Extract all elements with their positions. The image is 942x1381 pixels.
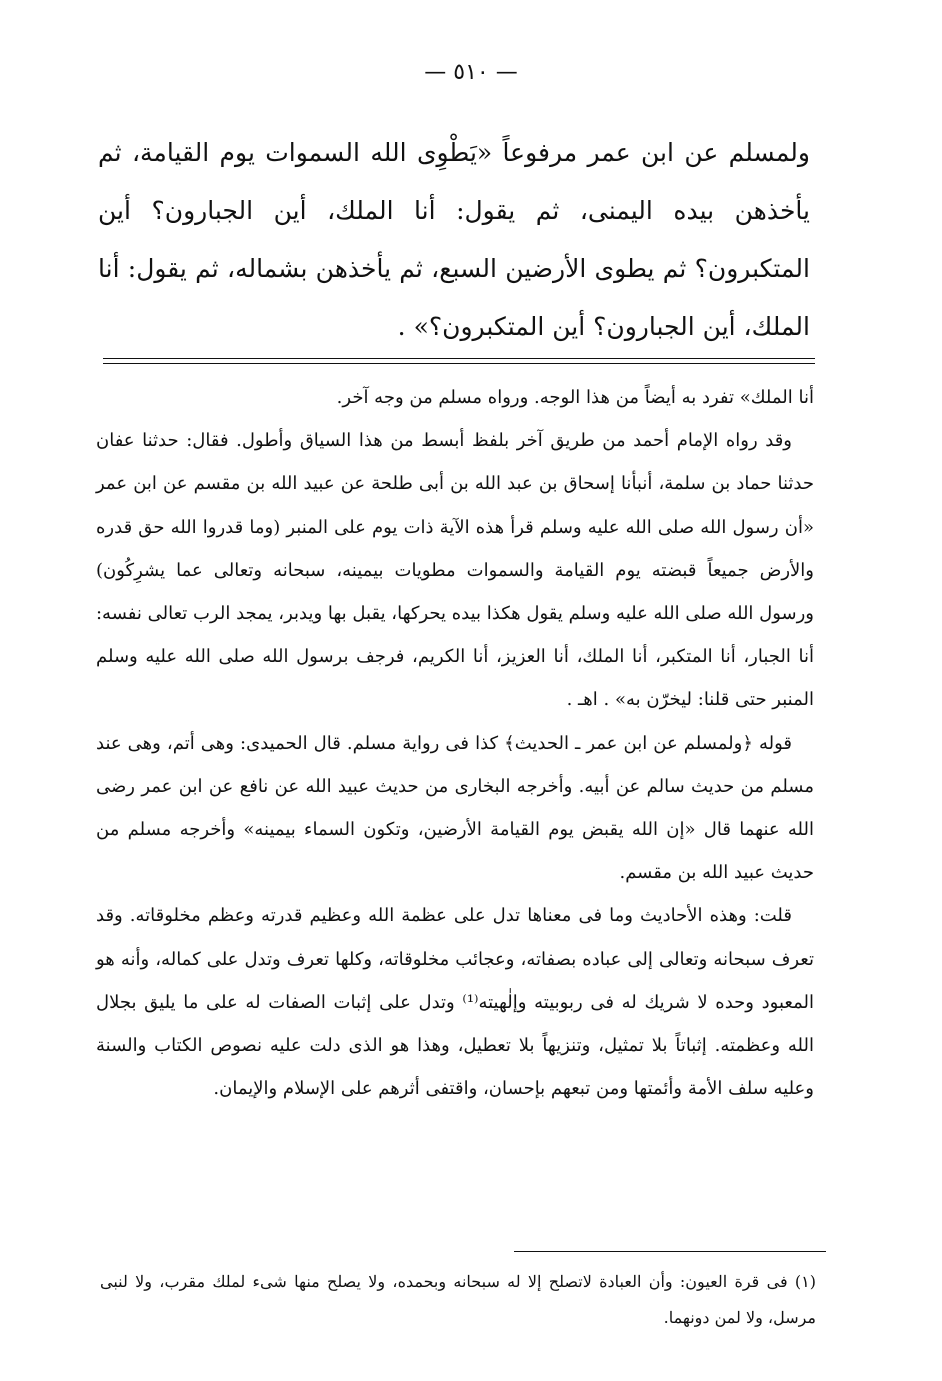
commentary-text: [96, 376, 814, 1110]
footnote: (١) فى قرة العيون: وأن العبادة لاتصلح إلا له سبحانه وبحمده، ولا يصلح منها شىء لملك مقرب، ولا لنبى مرسل، ولا لمن دونهما.: [100, 1272, 816, 1327]
commentary-paragraph: وقد رواه الإمام أحمد من طريق آخر بلفظ أبسط من هذا السياق وأطول. فقال: حدثنا عفان حدثنا حماد بن سلمة، أنبأنا إسحاق بن عبد الله بن أبى طلحة عن عبيد الله بن مقسم عن ابن عمر «أن رسول الله صلى الله عليه وسلم قرأ هذه الآية ذات يوم على المنبر (وما قدروا الله حق قدره والأرض جميعاً قبضته يوم القيامة والسموات مطويات بيمينه، سبحانه وتعالى عما يشرِكُون) ورسول الله صلى الله عليه وسلم يقول هكذا بيده يحركها، يقبل بها ويدبر، يمجد الرب تعالى نفسه: أنا الجبار، أنا المتكبر، أنا الملك، أنا العزيز، أنا الكريم، فرجف برسول الله صلى الله عليه وسلم المنبر حتى قلنا: ليخرّن به» . اهـ .: [95, 430, 814, 711]
section-divider: [103, 358, 815, 364]
footnote-divider: [514, 1251, 826, 1252]
commentary-paragraph: قلت: وهذه الأحاديث وما فى معناها تدل على عظمة الله وعظيم قدرته وعظم مخلوقاته. وقد تعرف سبحانه وتعالى إلى عباده بصفاته، وعجائب مخلوقاته، وكلها تعرف وتدل على كماله، وأنه هو المعبود وحده لا شريك له فى ربوبيته وإلٰهيته⁽¹⁾ وتدل على إثبات الصفات له على ما يليق بجلال الله وعظمته. إثباتاً بلا تمثيل، وتنزيهاً بلا تعطيل، وهذا هو الذى دلت عليه نصوص الكتاب والسنة وعليه سلف الأمة وأئمتها ومن تبعهم بإحسان، واقتفى أثرهم على الإسلام والإيمان.: [96, 905, 814, 1100]
hadith-text: [98, 124, 810, 356]
hadith-paragraph: ولمسلم عن ابن عمر مرفوعاً «يَطْوِى الله السموات يوم القيامة، ثم يأخذهن بيده اليمنى، ثم يقول: أنا الملك، أين الجبارون؟ أين المتكبرون؟ ثم يطوى الأرضين السبع، ثم يأخذهن بشماله، ثم يقول: أنا الملك، أين الجبارون؟ أين المتكبرون؟» .: [98, 138, 810, 341]
commentary-paragraph: قوله ﴿ولمسلم عن ابن عمر ـ الحديث﴾ كذا فى رواية مسلم. قال الحميدى: وهى أتم، وهى عند مسلم من حديث سالم عن أبيه. وأخرجه البخارى من حديث عبيد الله عن نافع عن ابن عمر رضى الله عنهما قال «إن الله يقبض يوم القيامة الأرضين، وتكون السماء بيمينه» وأخرجه مسلم من حديث عبيد الله بن مقسم.: [96, 732, 815, 884]
page-number: — ٥١٠ —: [424, 60, 518, 85]
footnotes: [100, 1264, 816, 1336]
commentary-paragraph: أنا الملك» تفرد به أيضاً من هذا الوجه. ورواه مسلم من وجه آخر.: [336, 387, 814, 408]
